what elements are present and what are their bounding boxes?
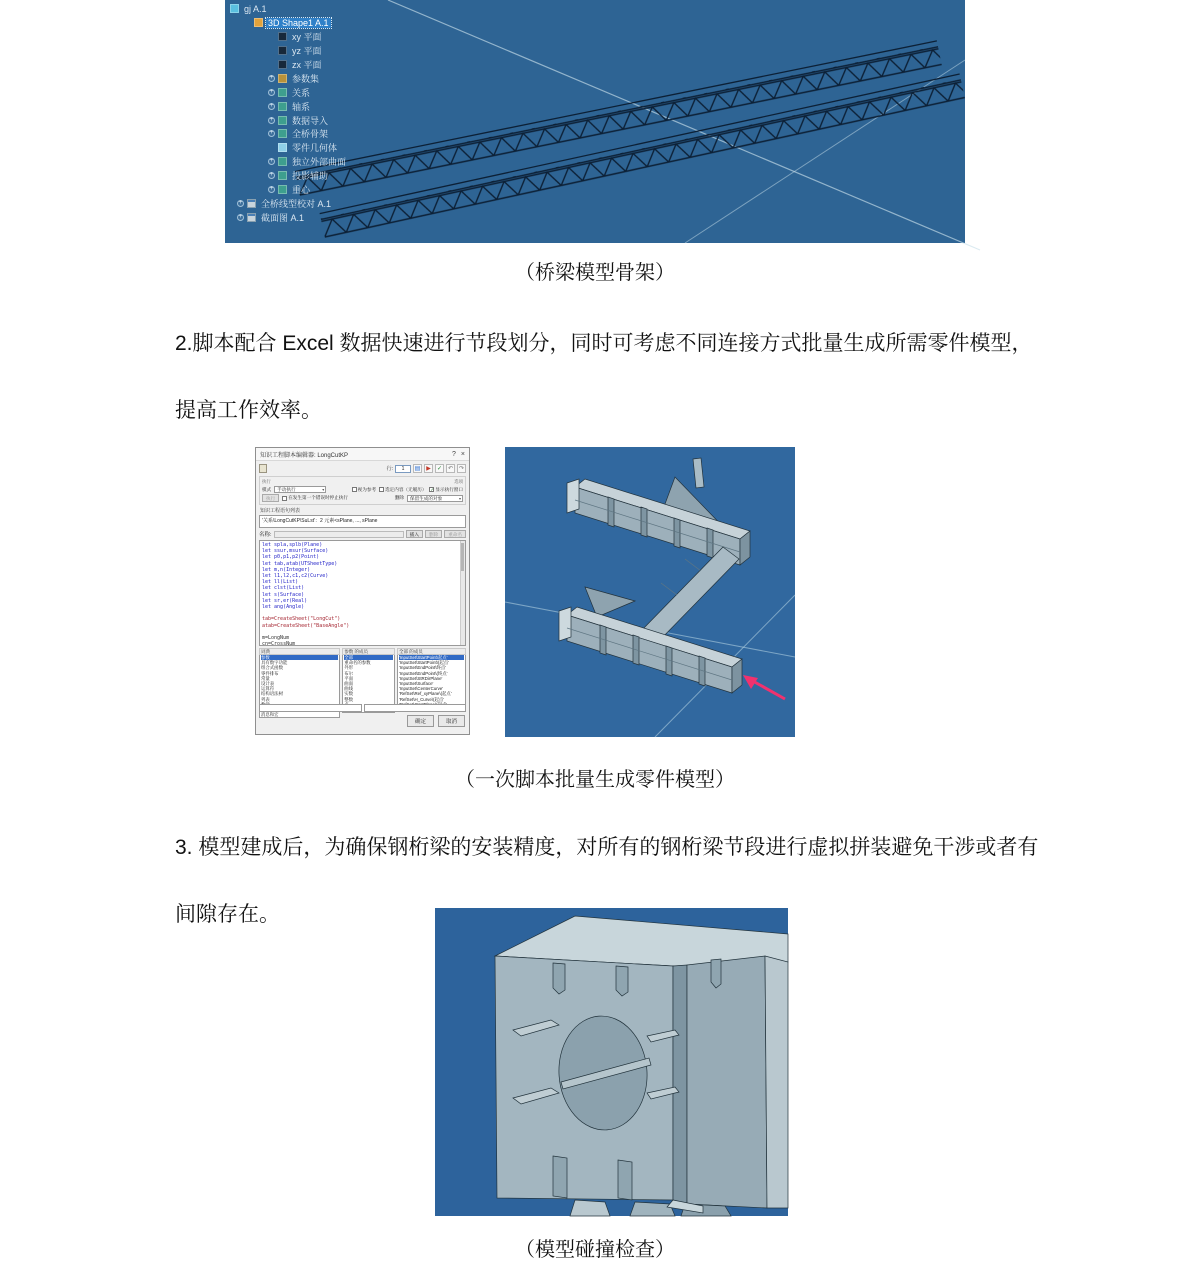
tree-item-label: 数据导入: [292, 115, 329, 126]
column-header: 全部 的成员: [397, 648, 466, 655]
tree-item-label: yz 平面: [292, 46, 322, 57]
tree-item[interactable]: [228, 71, 348, 85]
option-checkbox[interactable]: [352, 487, 376, 493]
collision-check-screenshot: [435, 908, 788, 1216]
box-girder-closeup: [435, 908, 788, 1216]
tree-item-label: 独立外部曲面: [292, 157, 347, 168]
specification-tree: [228, 2, 348, 224]
checkbox-icon[interactable]: [379, 487, 384, 492]
list-item[interactable]: 常量: [261, 675, 270, 681]
skeleton-icon: [278, 129, 287, 138]
compass-ground-lines: [388, 0, 980, 250]
code-line: let s(Surface): [262, 591, 305, 598]
checkbox-label: 选定内容（无履历）: [385, 486, 427, 492]
option-checkboxes: [329, 487, 463, 493]
code-line: let spla,splb(Plane): [262, 542, 323, 548]
filter-input-left[interactable]: [259, 704, 362, 712]
ok-button[interactable]: 确定: [407, 715, 434, 727]
tree-item[interactable]: [228, 58, 348, 72]
tree-root-label: gj A.1: [244, 3, 267, 14]
dictionary-column: [342, 648, 395, 702]
caption-bridge-skeleton: （桥梁模型骨架）: [515, 262, 675, 284]
tree-item-label: xy 平面: [292, 32, 322, 43]
list-item[interactable]: 实数: [344, 691, 353, 697]
projection-icon: [278, 171, 287, 180]
rename-button[interactable]: 重命名: [444, 530, 466, 538]
tree-item-root[interactable]: [228, 2, 348, 16]
z-girder-model: [505, 447, 795, 737]
checkbox-icon[interactable]: [282, 496, 287, 501]
run-icon[interactable]: ▶: [424, 464, 433, 473]
tree-item-label: 轴系: [292, 101, 311, 112]
delete-dropdown[interactable]: 保留生成的对象 ▾: [407, 495, 463, 502]
insert-button[interactable]: 插入: [406, 530, 423, 538]
code-line: tab=CreateSheet("LongCut"): [262, 616, 341, 623]
list-item[interactable]: 'InputSet\EndPoint\终点': [398, 665, 447, 671]
code-line: let clst(List): [262, 585, 305, 592]
list-item[interactable]: 'InputSet\EndPoint\(终点': [398, 670, 448, 676]
list-item[interactable]: 'InputSet\Surface': [398, 681, 434, 687]
tree-item[interactable]: [228, 113, 348, 127]
checkbox-icon[interactable]: [352, 487, 357, 492]
code-line: atab=CreateSheet("BaseAngle"): [262, 622, 350, 629]
tree-item[interactable]: [228, 99, 348, 113]
tree-item[interactable]: [228, 155, 348, 169]
list-item[interactable]: 外形: [344, 665, 353, 671]
tree-item-label: 投影辅助: [292, 171, 329, 182]
mode-dropdown[interactable]: 手动执行 ▾: [274, 486, 326, 493]
expander-icon[interactable]: +: [269, 130, 274, 137]
window-title: 知识工程脚本编辑器: LongCutKP: [260, 452, 349, 459]
caption-collision-check: （模型碰撞检查）: [515, 1239, 675, 1261]
expander-icon[interactable]: +: [269, 102, 274, 109]
params-icon: [278, 74, 287, 83]
data-import-icon: [278, 116, 287, 125]
code-line: let ssur,msur(Surface): [262, 548, 329, 555]
girder-assembly: [505, 447, 750, 693]
code-line: let l1,l2,c1,c2(Curve): [262, 573, 329, 580]
tree-rows: [228, 16, 348, 224]
tree-item[interactable]: [228, 183, 348, 197]
catia-viewport-screenshot: [225, 0, 965, 243]
list-item[interactable]: 参数: [261, 655, 338, 660]
list-item[interactable]: 'RefSet\H_Curve\(起点': [398, 696, 445, 702]
tree-item[interactable]: [228, 210, 348, 224]
delete-label: 删除: [394, 495, 404, 500]
list-item[interactable]: 设计表: [261, 681, 275, 687]
paragraph-2-line-2: 提高工作效率。: [175, 399, 322, 422]
ext-surface-icon: [278, 157, 287, 166]
tree-item[interactable]: [228, 141, 348, 155]
name-label: 名称:: [259, 532, 272, 538]
statement-list-box[interactable]: '关系\LongCutKP\SuLst'：2 元素<sPlane, ..., sPlane: [259, 515, 466, 528]
tree-item-label: 3D Shape1 A.1: [268, 17, 329, 28]
expander-icon[interactable]: +: [269, 74, 274, 81]
tree-item[interactable]: [228, 169, 348, 183]
scrollbar-thumb[interactable]: [461, 543, 464, 571]
list-item[interactable]: 具有数字功能: [261, 660, 288, 666]
expander-icon[interactable]: +: [238, 213, 243, 220]
list-item[interactable]: 组合式函数: [261, 665, 283, 671]
stop-on-error-checkbox[interactable]: 在发生第一个错误时停止执行: [282, 495, 348, 501]
run-button[interactable]: 执行: [262, 494, 279, 502]
root-node-icon: [230, 4, 239, 13]
list-item[interactable]: 'InputSet\StartPoint\(起点': [398, 660, 449, 666]
code-line: let tab,atab(UTSheetType): [262, 560, 338, 567]
checkbox-label: 视为参考: [357, 486, 377, 492]
code-editor-area[interactable]: [259, 540, 466, 646]
checkbox-icon[interactable]: ✓: [430, 487, 435, 492]
checkbox-label: 显示执行窗口: [435, 486, 463, 492]
code-line: let m,n(Integer): [262, 566, 311, 573]
paragraph-3-line-1: 3. 模型建成后，为确保钢桁梁的安装精度，对所有的钢桁梁节段进行虚拟拼装避免干涉或者有: [175, 836, 1039, 859]
tree-item[interactable]: [228, 85, 348, 99]
list-item[interactable]: 'InputSet\StRDirPlane': [398, 675, 443, 681]
list-item[interactable]: 列表: [261, 696, 270, 702]
mode-label: 模式: [262, 486, 272, 492]
dictionary-columns: [259, 648, 466, 718]
filter-input-right[interactable]: [364, 704, 467, 712]
tree-item-label: 全桥线型校对 A.1: [261, 198, 332, 209]
line-number-input[interactable]: 1: [395, 465, 411, 473]
exec-group-label: 执行: [262, 479, 271, 484]
list-item[interactable]: 'InputSet\StartPoint\起点': [399, 655, 464, 660]
expander-icon[interactable]: +: [269, 116, 274, 123]
plane-icon: [278, 46, 287, 55]
code-line: m=LongNum: [262, 635, 290, 642]
column-header: 参数 的成员: [342, 648, 395, 655]
drawing-icon: [247, 213, 256, 222]
remove-button[interactable]: 删除: [425, 530, 442, 538]
generated-parts-screenshot: [505, 447, 795, 737]
list-item[interactable]: 'RefSet\Ref_xyPlane\(起点': [398, 691, 452, 697]
axes-icon: [278, 102, 287, 111]
option-checkbox[interactable]: [379, 487, 426, 493]
redo-icon[interactable]: ↷: [458, 466, 465, 472]
expander-icon[interactable]: +: [269, 158, 274, 165]
dictionary-column: [259, 648, 340, 718]
column-header: 词典: [259, 648, 340, 655]
tree-item[interactable]: [228, 30, 348, 44]
code-line: let p0,p1,p2(Point): [262, 554, 320, 561]
code-line: cn=CrossNum: [262, 641, 296, 648]
list-item[interactable]: 零件排布: [261, 670, 279, 676]
name-row: [256, 528, 469, 540]
expander-icon[interactable]: +: [238, 199, 243, 206]
tree-item[interactable]: [228, 196, 348, 210]
list-item[interactable]: 全部: [344, 655, 393, 660]
close-icon[interactable]: ×: [460, 450, 465, 458]
execution-options-group: [259, 476, 466, 505]
centroid-icon: [278, 185, 287, 194]
paste-icon[interactable]: [259, 464, 267, 473]
script-editor-window: [255, 447, 470, 735]
tree-item-label: 关系: [292, 87, 311, 98]
tree-item-label: 全桥骨架: [292, 129, 329, 140]
tree-item-label: 重心: [292, 185, 311, 196]
tree-item[interactable]: [228, 127, 348, 141]
list-item[interactable]: 结构语法树: [261, 691, 283, 697]
options-group-label: 选项: [454, 479, 463, 484]
box-girder: [495, 916, 788, 1216]
list-item[interactable]: 运算符: [261, 686, 275, 692]
name-field[interactable]: [274, 531, 404, 538]
red-arrow: [743, 675, 785, 699]
code-line: let sr,er(Real): [262, 597, 308, 604]
option-checkbox[interactable]: [429, 487, 463, 493]
cancel-button[interactable]: 取消: [438, 715, 465, 727]
tree-item-label: zx 平面: [292, 60, 322, 70]
paragraph-2-line-1: 2.脚本配合 Excel 数据快速进行节段划分，同时可考虑不同连接方式批量生成所需零件模型，: [175, 332, 1033, 355]
code-line: let ang(Angle): [262, 604, 305, 611]
drawing-icon: [247, 199, 256, 208]
list-item[interactable]: 曲面: [344, 681, 353, 687]
list-box[interactable]: [397, 655, 466, 708]
tree-item[interactable]: [228, 44, 348, 58]
editor-toolbar: [256, 461, 469, 476]
tree-item-label: 参数集: [292, 73, 320, 84]
window-title-bar[interactable]: [256, 448, 469, 461]
shape-icon: [254, 18, 263, 27]
help-icon[interactable]: ?: [452, 450, 456, 458]
list-item[interactable]: 整数: [344, 696, 353, 702]
tree-item-label: 截面图 A.1: [261, 212, 305, 223]
geometry-icon: [278, 143, 287, 152]
paragraph-3-line-2: 间隙存在。: [175, 903, 280, 926]
expander-icon[interactable]: +: [269, 88, 274, 95]
tree-item-label: 零件几何体: [292, 143, 338, 154]
plane-icon: [278, 60, 287, 69]
expander-icon[interactable]: +: [269, 186, 274, 193]
tree-item[interactable]: [228, 16, 348, 30]
list-item[interactable]: 消息和宏: [261, 712, 279, 718]
expander-icon[interactable]: +: [269, 172, 274, 179]
check-icon[interactable]: ✓: [436, 466, 443, 472]
code-line: let ll(List): [262, 579, 299, 586]
list-item[interactable]: 'InputSet\CenterCurve': [398, 686, 444, 692]
list-item[interactable]: 曲线: [344, 686, 353, 692]
undo-icon[interactable]: ↶: [447, 466, 454, 472]
plane-icon: [278, 32, 287, 41]
dictionary-column: [397, 648, 466, 702]
caption-batch-parts: （一次脚本批量生成零件模型）: [455, 769, 735, 791]
statement-list-label: 知识工程语句列表: [260, 508, 301, 514]
list-item[interactable]: 重命名的参数: [344, 660, 371, 666]
line-number-label: 行:: [386, 466, 393, 472]
relations-icon: [278, 88, 287, 97]
vertical-scrollbar[interactable]: [460, 541, 465, 645]
list-item[interactable]: 平面: [344, 675, 353, 681]
book-icon[interactable]: ▤: [414, 466, 421, 472]
list-item[interactable]: 布尔: [344, 670, 353, 676]
